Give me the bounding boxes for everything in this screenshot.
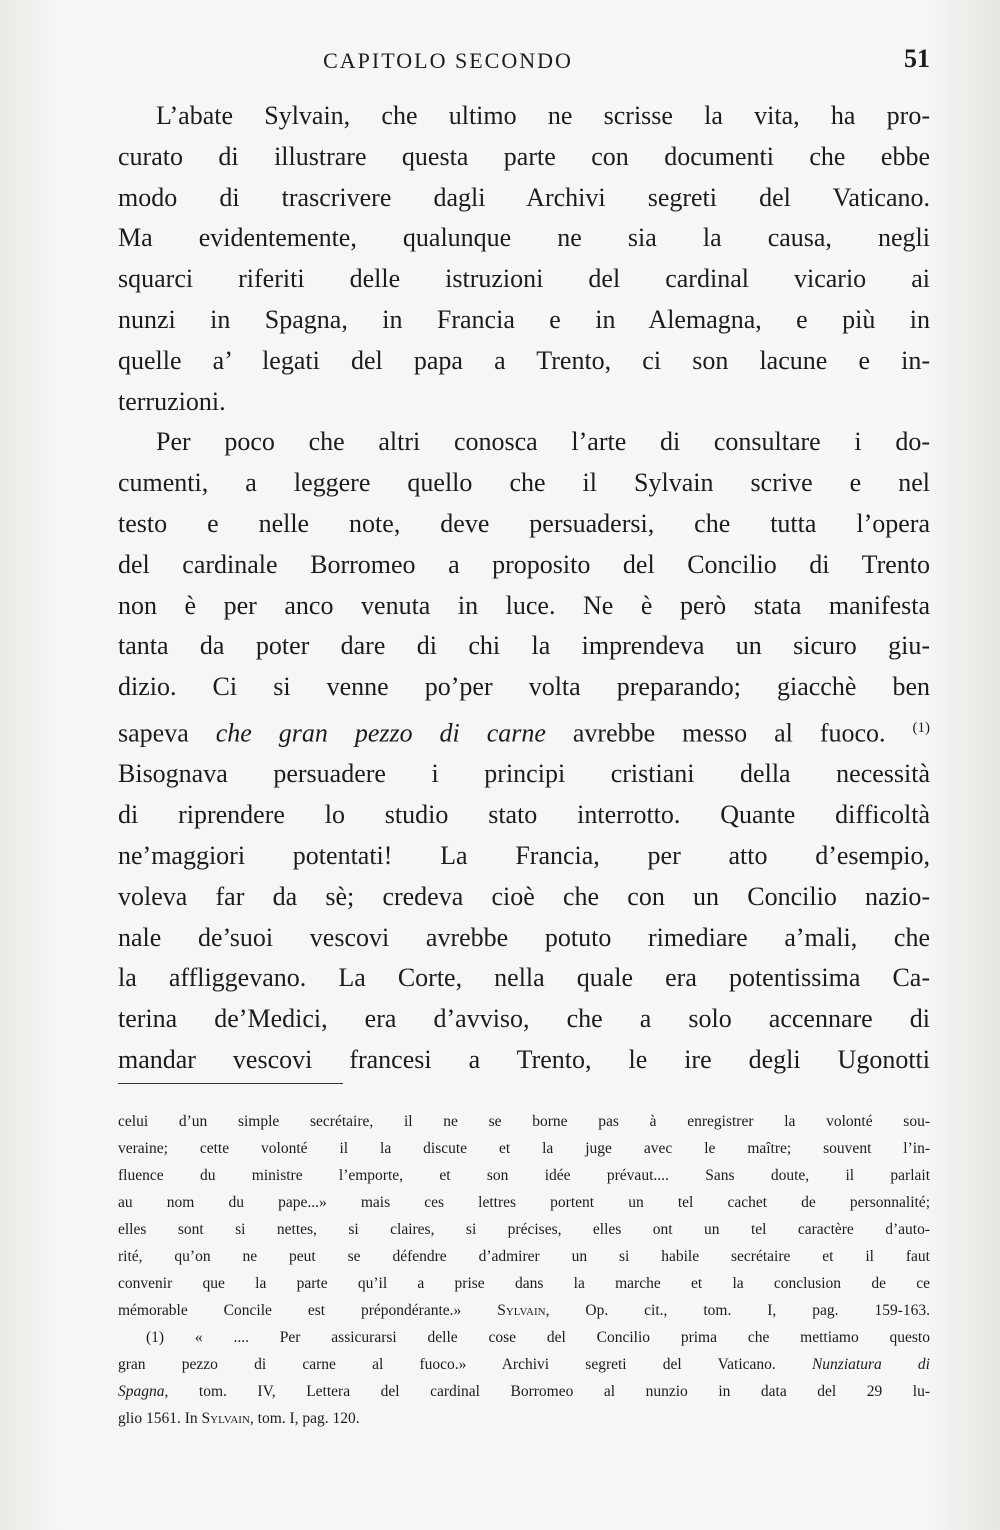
text-line: sapeva che gran pezzo di carne avrebbe messo al fuoco. $^{(1)}$ bbox=[118, 718, 930, 748]
text-line: del cardinale Borromeo a proposito del Concilio di Trento bbox=[118, 549, 930, 579]
italic-quote: che gran pezzo di carne bbox=[215, 718, 546, 748]
footnote-line: veraine; cette volonté il la discute et la juge avec le maître; souvent l’in- bbox=[118, 1140, 930, 1157]
text-line: testo e nelle note, deve persuadersi, che tutta l’opera bbox=[118, 508, 930, 538]
footnotes bbox=[118, 1108, 930, 1432]
text-line: L’abate Sylvain, che ultimo ne scrisse la vita, ha pro- bbox=[156, 101, 930, 130]
text-line: non è per anco venuta in luce. Ne è però stata manifesta bbox=[118, 590, 930, 620]
footnote-line: fluence du ministre l’emporte, et son idée prévaut.... Sans doute, il parlait bbox=[118, 1167, 930, 1184]
text-line: curato di illustrare questa parte con documenti che ebbe bbox=[118, 141, 930, 171]
footnote-line: rité, qu’on ne peut se défendre d’admirer un si habile secrétaire et il faut bbox=[118, 1248, 930, 1265]
text-line: dizio. Ci si venne po’per volta preparando; giacchè ben bbox=[118, 672, 930, 702]
page-number: 51 bbox=[904, 44, 930, 73]
text-line: Bisognava persuadere i principi cristiani della necessità bbox=[118, 759, 930, 789]
text-line: Ma evidentemente, qualunque ne sia la causa, negli bbox=[118, 223, 930, 253]
text-line: tanta da poter dare di chi la imprendeva un sicuro giu- bbox=[118, 631, 930, 661]
footnote-ref: (1) bbox=[912, 719, 930, 736]
text-line: ne’maggiori potentati! La Francia, per atto d’esempio, bbox=[118, 841, 930, 870]
text-line: terina de’Medici, era d’avviso, che a solo accennare di bbox=[118, 1004, 930, 1034]
text-line: di riprendere lo studio stato interrotto. Quante difficoltà bbox=[118, 800, 930, 830]
text-line: voleva far da sè; credeva cioè che con un Concilio nazio- bbox=[118, 881, 930, 911]
text-line: cumenti, a leggere quello che il Sylvain scrive e nel bbox=[118, 468, 930, 498]
text-line: quelle a’ legati del papa a Trento, ci son lacune e in- bbox=[118, 345, 930, 375]
footnote-divider bbox=[118, 1083, 343, 1084]
text-line: squarci riferiti delle istruzioni del cardinal vicario ai bbox=[118, 264, 930, 294]
footnote-1-line: glio 1561. In Sylvain, tom. I, pag. 120. bbox=[118, 1410, 360, 1427]
text-line: la affliggevano. La Corte, nella quale era potentissima Ca- bbox=[118, 963, 930, 993]
text-line: nale de’suoi vescovi avrebbe potuto rimediare a’mali, che bbox=[118, 922, 930, 952]
footnote-line: elles sont si nettes, si claires, si précises, elles ont un tel caractère d’auto- bbox=[118, 1221, 930, 1238]
text-line: Per poco che altri conosca l’arte di consultare i do- bbox=[156, 427, 930, 457]
paragraph-2 bbox=[118, 422, 930, 1080]
paragraph-1 bbox=[118, 96, 930, 422]
running-title: CAPITOLO SECONDO bbox=[323, 48, 573, 73]
footnote-line: celui d’un simple secrétaire, il ne se borne pas à enregistrer la volonté sou- bbox=[118, 1113, 930, 1130]
author-name: Sylvain bbox=[201, 1410, 250, 1427]
text-line: terruzioni. bbox=[118, 386, 226, 416]
author-name: Sylvain bbox=[497, 1302, 546, 1319]
footnote-1-line: gran pezzo di carne al fuoco.» Archivi segreti del Vaticano. Nunziatura di bbox=[118, 1356, 930, 1373]
footnote-line: au nom du pape...» mais ces lettres portent un tel cachet de personnalité; bbox=[118, 1194, 930, 1211]
footnote-line: convenir que la parte qu’il a prise dans la marche et la conclusion de ce bbox=[118, 1275, 930, 1292]
text-line: mandar vescovi francesi a Trento, le ire degli Ugonotti bbox=[118, 1044, 930, 1074]
footnote-1-line: (1) « .... Per assicurarsi delle cose del Concilio prima che mettiamo questo bbox=[146, 1329, 930, 1346]
text-line: nunzi in Spagna, in Francia e in Alemagna, e più in bbox=[118, 304, 930, 334]
footnote-line: mémorable Concile est prépondérante.» Sylvain, Op. cit., tom. I, pag. 159-163. bbox=[118, 1302, 930, 1319]
text-line: modo di trascrivere dagli Archivi segreti del Vaticano. bbox=[118, 182, 930, 212]
body-text bbox=[118, 96, 930, 1081]
footnote-1-line: Spagna, tom. IV, Lettera del cardinal Borromeo al nunzio in data del 29 lu- bbox=[118, 1383, 930, 1400]
running-head bbox=[118, 44, 930, 78]
